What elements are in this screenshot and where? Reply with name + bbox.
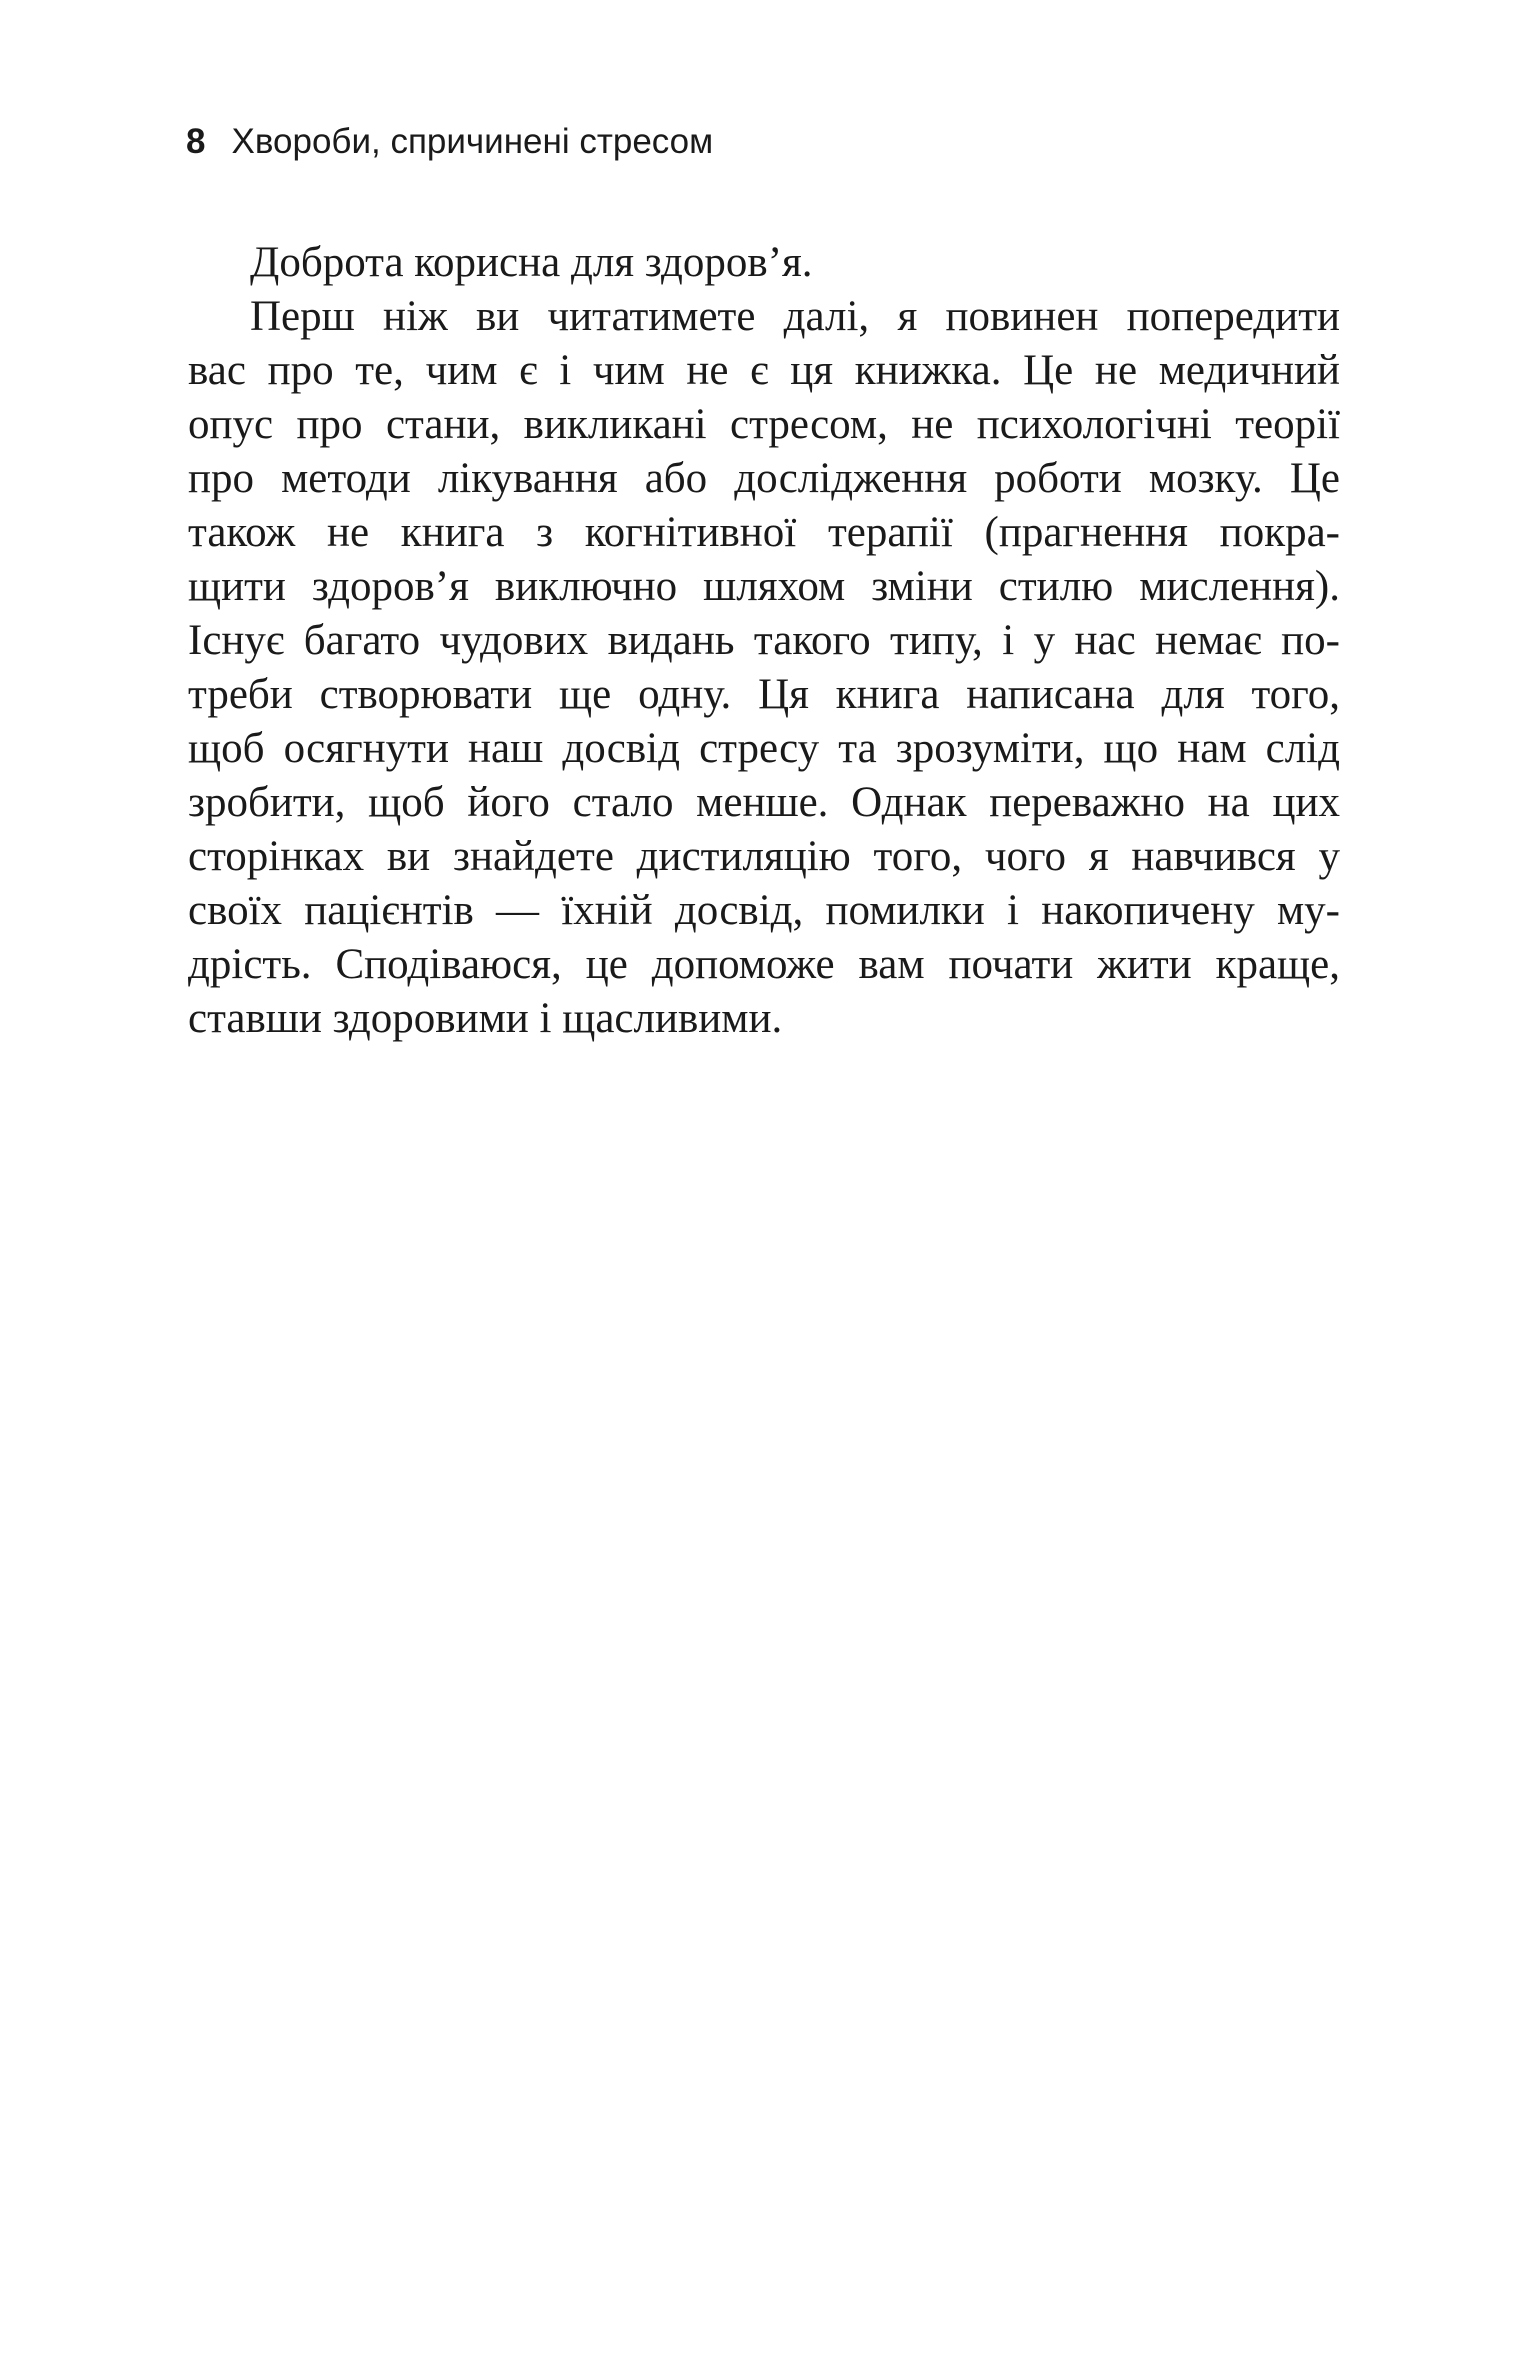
- paragraph-line: своїх пацієнтів — їхній досвід, помилки і накопичену му-: [188, 887, 1340, 934]
- paragraph-line: треби створювати ще одну. Ця книга написана для того,: [188, 671, 1340, 718]
- paragraph-line: ставши здоровими і щасливими.: [188, 995, 783, 1042]
- paragraph-line: опус про стани, викликані стресом, не психологічні теорії: [188, 401, 1340, 448]
- paragraph-2: [188, 290, 1340, 1046]
- paragraph-line: сторінках ви знайдете дистиляцію того, чого я навчився у: [188, 833, 1340, 880]
- chapter-title: Хвороби, спричинені стресом: [231, 122, 714, 161]
- paragraph-line: також не книга з когнітивної терапії (прагнення покра-: [188, 509, 1340, 556]
- paragraph-line: щити здоров’я виключно шляхом зміни стилю мислення).: [188, 563, 1340, 610]
- paragraph-line: дрість. Сподіваюся, це допоможе вам почати жити краще,: [188, 941, 1340, 988]
- paragraph-line: зробити, щоб його стало менше. Однак переважно на цих: [188, 779, 1340, 826]
- body-text: [188, 236, 1340, 1046]
- paragraph-line: Існує багато чудових видань такого типу, і у нас немає по-: [188, 617, 1340, 664]
- paragraph-line: Доброта корисна для здоров’я.: [250, 239, 813, 286]
- paragraph-line: вас про те, чим є і чим не є ця книжка. Це не медичний: [188, 347, 1340, 394]
- paragraph-line: щоб осягнути наш досвід стресу та зрозуміти, що нам слід: [188, 725, 1340, 772]
- paragraph-1: [188, 236, 1340, 290]
- paragraph-line: Перш ніж ви читатимете далі, я повинен попередити: [250, 293, 1340, 340]
- page-number: 8: [186, 122, 206, 161]
- paragraph-line: про методи лікування або дослідження роботи мозку. Це: [188, 455, 1340, 502]
- running-header: [186, 120, 713, 164]
